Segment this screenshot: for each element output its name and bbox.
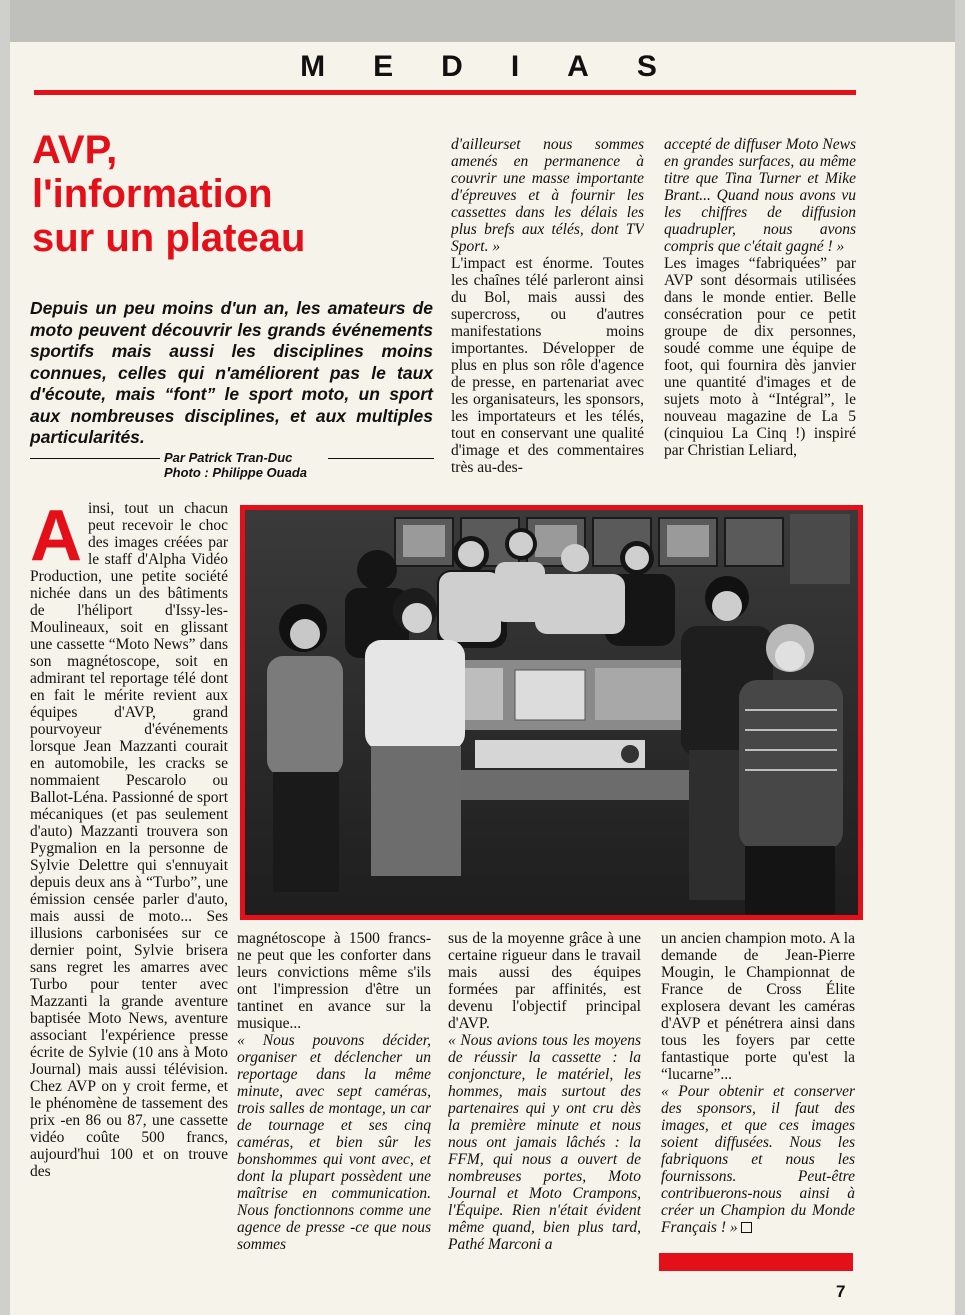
credits-rule-right <box>328 458 434 459</box>
body-column-3-bottom <box>448 930 641 1270</box>
scan-top-band <box>10 0 955 42</box>
headline-line-3: sur un plateau <box>32 216 306 260</box>
section-title: MEDIAS <box>300 50 705 83</box>
body-column-4-bottom <box>661 930 855 1246</box>
author-credit: Par Patrick Tran-Duc <box>164 450 293 465</box>
footer-red-bar <box>659 1253 853 1271</box>
closing-quote: « Pour obtenir et conserver des sponsors, il faut des images, et que ces images soient diffusées. Nous les fabriquons et nous les fournissons. Peut-être contribuerons-nous ainsi à créer un Champion du Monde Français ! » <box>661 1083 855 1236</box>
end-mark-icon <box>741 1222 752 1233</box>
body-column-2 <box>237 930 431 1270</box>
body-column-4-top <box>664 136 856 498</box>
body-column-1 <box>30 500 228 1270</box>
body-text: un ancien champion moto. A la demande de Jean-Pierre Mougin, le Championnat de France de Cross Élite explosera devant les caméras d'AVP et pénétrera ainsi dans tous les foyers par cette fantastique porte qu'est la “lucarne”... <box>661 930 855 1083</box>
credits-rule-left <box>30 458 160 459</box>
quote-text <box>661 1083 855 1236</box>
headline-line-2: l'information <box>32 172 273 216</box>
section-rule <box>34 90 856 95</box>
body-text: L'impact est énorme. Toutes les chaînes télé parleront ainsi du Bol, mais aussi des supercross, ou d'autres manifestations moins importantes. Développer de plus en plus son rôle d'agence de presse, en partenariat avec les organisateurs, les sponsors, les importateurs et les télés, tout en conservant une qualité d'image et des commentaires très au-des- <box>451 255 644 476</box>
headline-line-1: AVP, <box>32 128 118 172</box>
quote-text: « Nous avions tous les moyens de réussir la cassette : la conjoncture, le matériel, les hommes, mais surtout des partenaires qui y ont cru dès la première minute et nous nous ont jamais lâchés : la FFM, qui nous a ouvert de nombreuses portes, Moto Journal et Moto Crampons, l'Équipe. Rien n'était évident même quand, bien plus tard, Pathé Marconi a <box>448 1032 641 1253</box>
team-photo-image <box>245 510 858 915</box>
body-text: magnétoscope à 1500 francs- ne peut que les conforter dans leurs convictions même s'ils ont l'impression d'être un tantinet en avance sur la musique... <box>237 930 431 1032</box>
magazine-page <box>10 0 955 1315</box>
body-text-col1: insi, tout un chacun peut recevoir le choc des images créées par le staff d'Alpha Vidéo Production, une petite société nichée dans un des bâtiments de l'héliport d'Issy-les-Moulineaux, soit en glissant une cassette “Moto News” dans son magnétoscope, soit en admirant tel reportage télé dont en fait le mérite revient aux équipes d'AVP, grand pourvoyeur d'événements lorsque Jean Mazzanti courait en automobile, les cracks se nommaient Pescarolo ou Ballot-Léna. Passionné de sport mécaniques (et pas seulement d'auto) Mazzanti trouvera son Pygmalion en la personne de Sylvie Delettre qui s'ennuyait depuis deux ans à “Turbo”, une émission censée parler d'auto, mais aussi de moto... Ses illusions carbonisées sur ce dernier point, Sylvie brisera sans regret les amarres avec Turbo pour tenter avec Mazzanti la grande aventure baptisée Moto News, aventure associant l'expérience presse écrite de Sylvie (10 ans à Moto Journal) mais aussi télévision. Chez AVP on y croit ferme, et le phénomène de tassement des prix -en 86 ou 87, une cassette vidéo coûte 500 francs, aujourd'hui 100 et on trouve des <box>30 500 228 1180</box>
body-text: sus de la moyenne grâce à une certaine rigueur dans le travail mais aussi des équipes formées par affinités, est devenu l'objectif principal d'AVP. <box>448 930 641 1032</box>
lead-paragraph: Depuis un peu moins d'un an, les amateurs de moto peuvent découvrir les grands événements sportifs mais aussi les disciplines moins connues, celles qui n'améliorent pas le taux d'écoute, mais “font” le sport moto, un sport aux nombreuses disciplines, et aux multiples particularités. <box>30 298 433 447</box>
photo-credit: Photo : Philippe Ouada <box>164 465 307 480</box>
drop-cap: A <box>30 500 82 576</box>
headline <box>32 128 432 260</box>
credits-text <box>164 450 307 480</box>
body-column-3-top <box>451 136 644 498</box>
team-photo <box>240 505 863 920</box>
quote-text: « Nous pouvons décider, organiser et déclencher un reportage dans la même minute, avec sept caméras, trois salles de montage, un car de tournage et ses cinq caméras, et bien sûr les bonshommes qui vont avec, et dont la plupart possèdent une maîtrise en communication. Nous fonctionnons comme une agence de presse -ce que nous sommes <box>237 1032 431 1253</box>
body-text: Les images “fabriquées” par AVP sont désormais utilisées dans le monde entier. Belle consécration pour ce petit groupe de dix personnes, soudé comme une équipe de foot, qui fournira dès janvier une quantité d'images et de sujets moto à “Intégral”, le nouveau magazine de La 5 (cinquiou La Cinq !) inspiré par Christian Leliard, <box>664 255 856 459</box>
page-number: 7 <box>836 1282 846 1301</box>
quote-text: accepté de diffuser Moto News en grandes surfaces, au même titre que Tina Turner et Mike Brant... Quand nous avons vu les chiffres de diffusion quadrupler, nous avons compris que c'était gagné ! » <box>664 136 856 255</box>
quote-text: d'ailleurset nous sommes amenés en permanence à couvrir une masse importante d'épreuves et à fournir les cassettes dans les délais les plus brefs aux télés, dont TV Sport. » <box>451 136 644 255</box>
